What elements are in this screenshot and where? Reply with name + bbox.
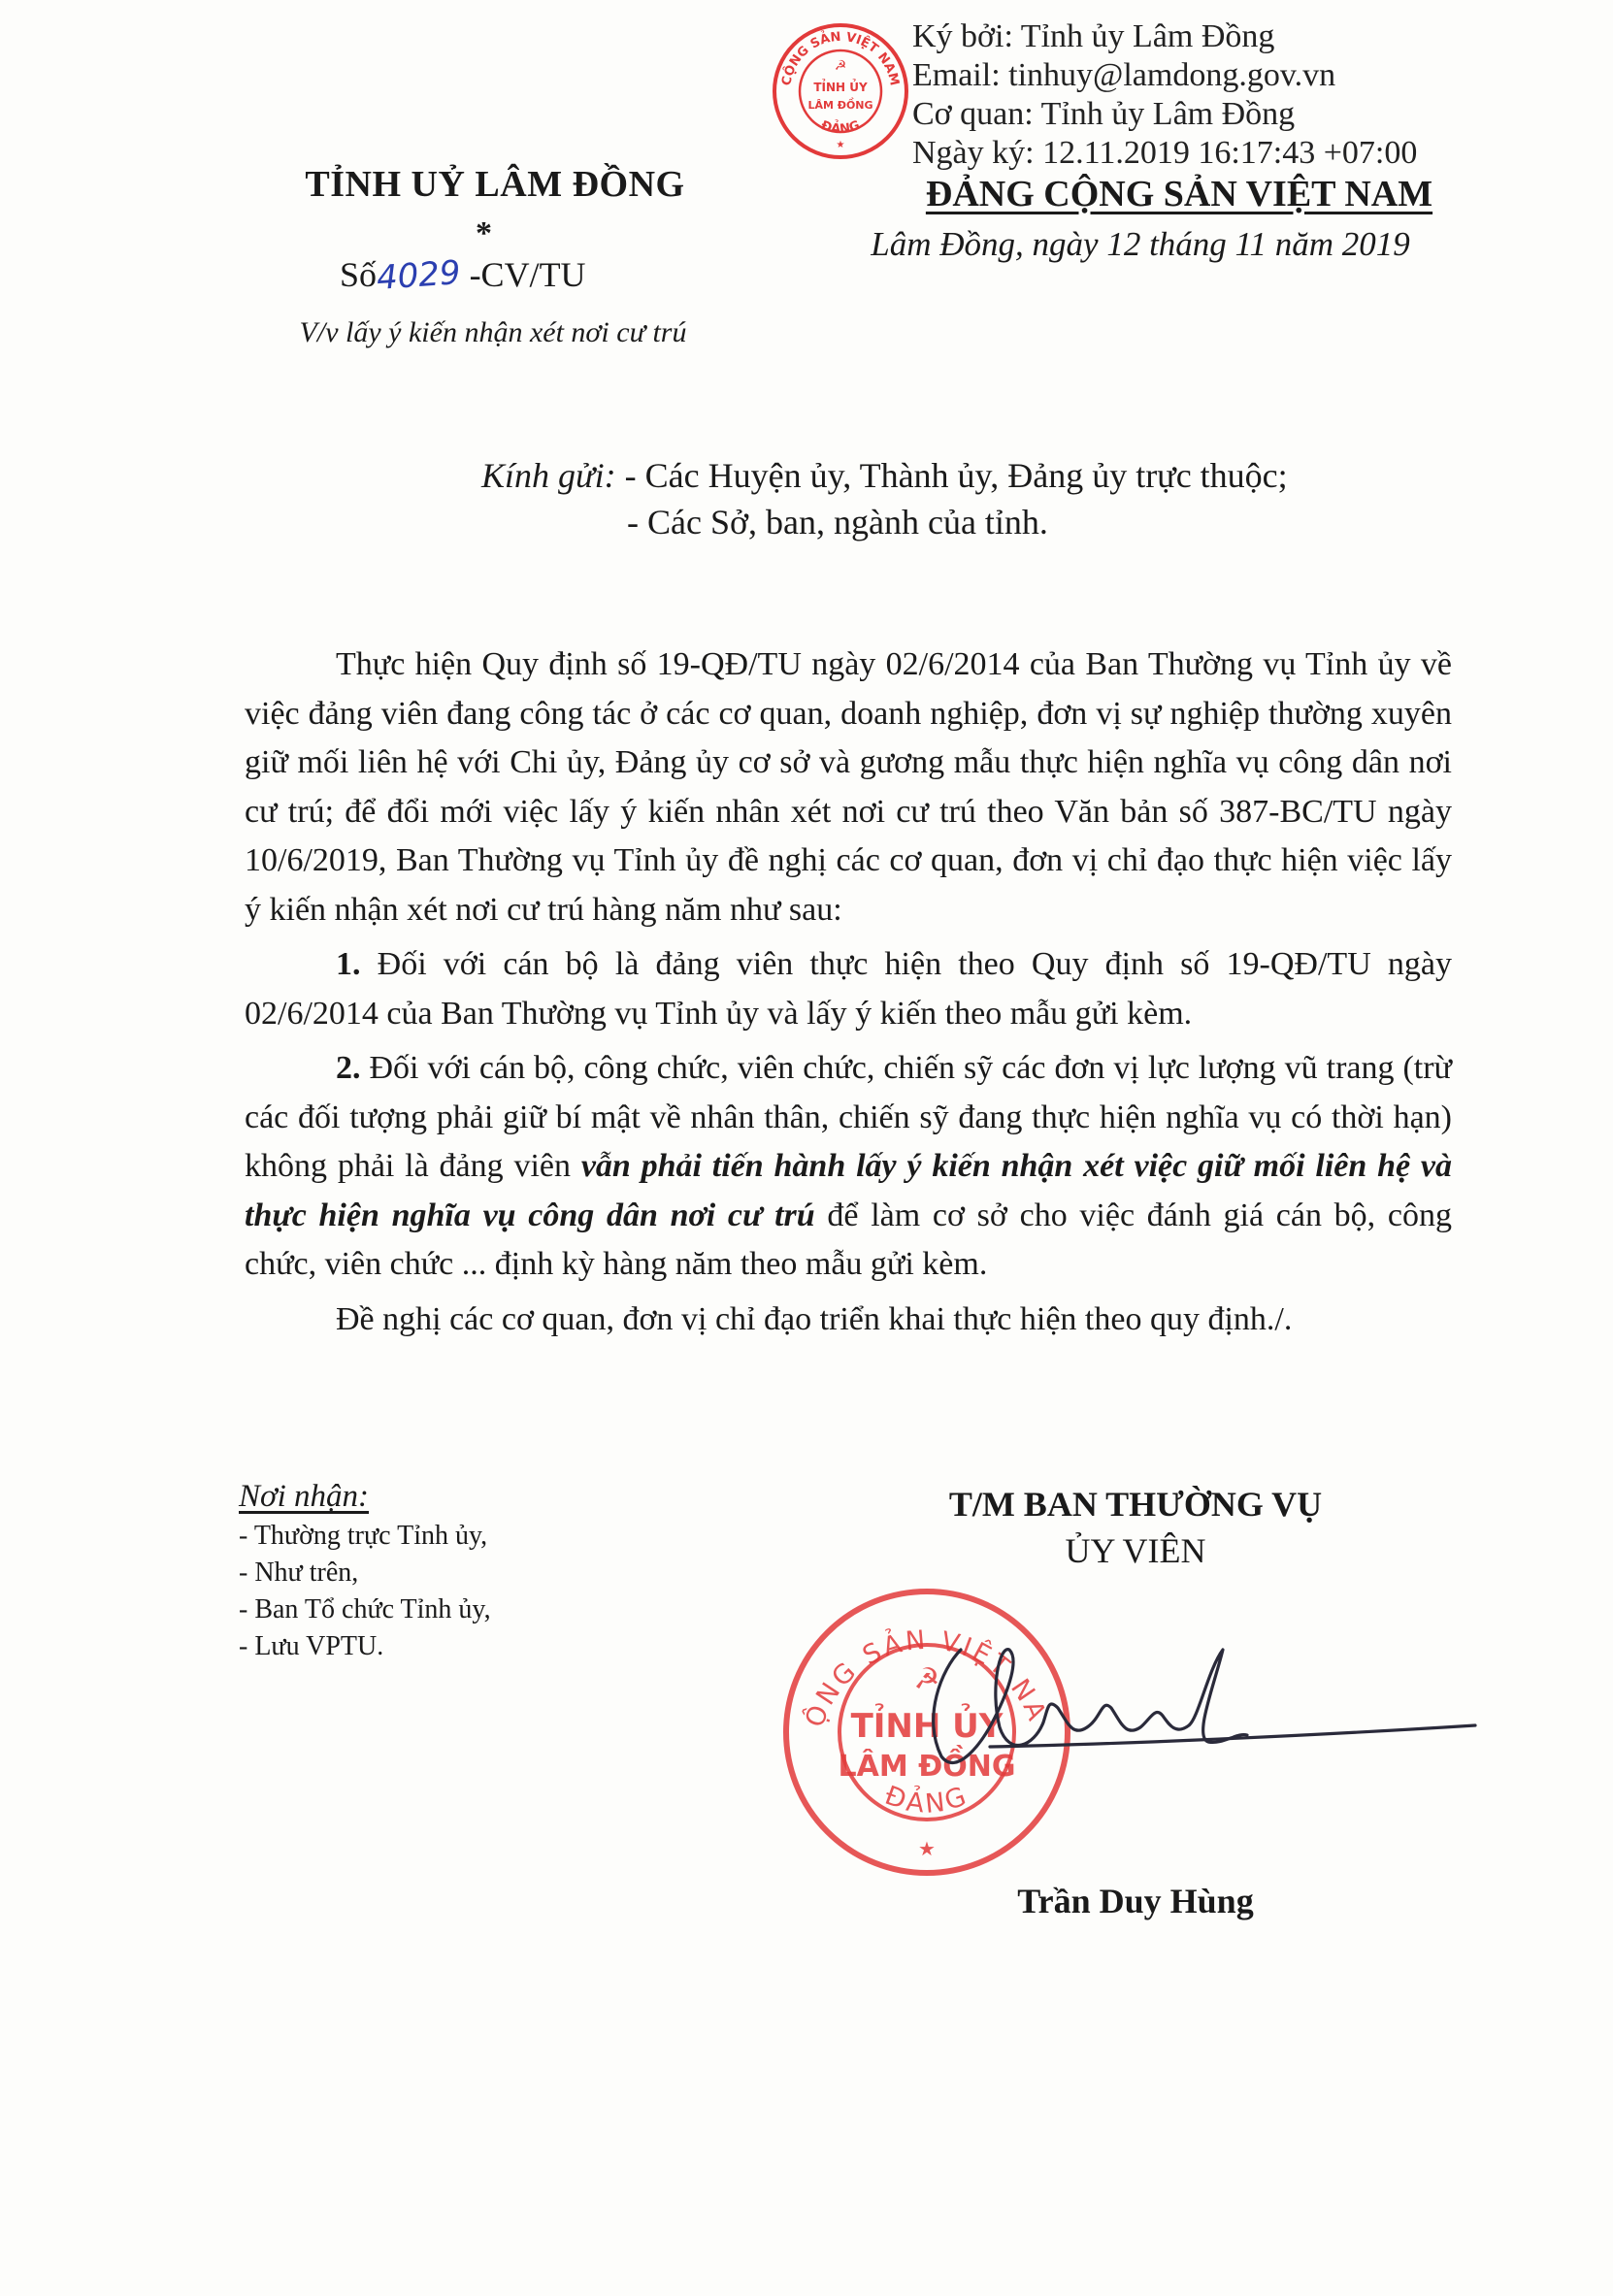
- signer-position: ỦY VIÊN: [1065, 1531, 1206, 1570]
- seal-center-1: TỈNH ỦY: [850, 1707, 1004, 1746]
- digital-signature-stamp: [769, 19, 912, 163]
- header-star: *: [476, 215, 492, 251]
- document-subject: V/v lấy ý kiến nhận xét nơi cư trú: [299, 316, 687, 348]
- distribution-item: - Ban Tổ chức Tỉnh ủy,: [239, 1594, 491, 1624]
- seal-bottom-text: ĐẢNG: [880, 1780, 973, 1820]
- body-paragraph-2: [245, 940, 1452, 1038]
- recipients: [481, 452, 1288, 545]
- digital-signature-info: [912, 17, 1417, 173]
- document-number: [340, 253, 586, 298]
- signer-email: Email: tinhuy@lamdong.gov.vn: [912, 57, 1336, 93]
- recipients-label: Kính gửi:: [481, 456, 616, 495]
- item-number-1: 1.: [336, 946, 361, 982]
- number-prefix: Số: [340, 255, 378, 294]
- body-paragraph-4: Đề nghị các cơ quan, đơn vị chỉ đạo triển khai thực hiện theo quy định./.: [336, 1300, 1293, 1337]
- signer-agency: Cơ quan: Tỉnh ủy Lâm Đồng: [912, 96, 1296, 132]
- place-date: Lâm Đồng, ngày 12 tháng 11 năm 2019: [871, 225, 1410, 263]
- item-2-emphasis: vẫn phải tiến hành lấy ý kiến nhận xét việc giữ mối liên hệ và thực hiện nghĩa vụ công dân nơi cư trú: [245, 1148, 1453, 1233]
- item-2-text-a: Đối với cán bộ, công chức, viên chức, chiến sỹ các đơn vị lực lượng vũ trang (trừ các đối tượng phải giữ bí mật về nhân thân, chiến sỹ đang thực hiện nghĩa vụ có thời hạn) không phải là đảng viên: [245, 1050, 1452, 1184]
- signed-by: Ký bởi: Tỉnh ủy Lâm Đồng: [912, 18, 1275, 54]
- svg-text:ĐẢNG: [819, 118, 862, 137]
- item-2-text-b: để làm cơ sở cho việc đánh giá cán bộ, công chức, viên chức ... định kỳ hàng năm theo mẫu gửi kèm.: [245, 1197, 1452, 1282]
- handwritten-signature: [903, 1630, 1485, 1795]
- hammer-sickle-icon: ☭: [913, 1662, 940, 1696]
- svg-text:☭: ☭: [834, 58, 847, 74]
- recipient-line-1: - Các Huyện ủy, Thành ủy, Đảng ủy trực thuộc;: [624, 456, 1288, 495]
- distribution-item: - Như trên,: [239, 1558, 359, 1588]
- recipient-line-2: - Các Sở, ban, ngành của tỉnh.: [627, 503, 1048, 541]
- stamp-small-center-1: TỈNH ỦY: [813, 81, 868, 94]
- stamp-small-center-2: LÂM ĐỒNG: [807, 99, 873, 112]
- seal-center-2: LÂM ĐỒNG: [838, 1750, 1016, 1784]
- body-paragraph-3: [245, 1044, 1452, 1290]
- organization-name: TỈNH UỶ LÂM ĐỒNG: [305, 164, 685, 205]
- handwritten-number: 4029: [375, 253, 462, 298]
- distribution-item: - Lưu VPTU.: [239, 1631, 384, 1661]
- stamp-small-bottom-text: ĐẢNG: [818, 118, 863, 138]
- signature-block: [873, 1481, 1398, 1574]
- signed-date: Ngày ký: 12.11.2019 16:17:43 +07:00: [912, 135, 1418, 171]
- body-paragraph-1: Thực hiện Quy định số 19-QĐ/TU ngày 02/6/2014 của Ban Thường vụ Tỉnh ủy về việc đảng viên đang công tác ở các cơ quan, doanh nghiệp, đơn vị sự nghiệp thường xuyên giữ mối liên hệ với Chi ủy, Đảng ủy cơ sở và gương mẫu thực hiện nghĩa vụ công dân nơi cư trú; để đổi mới việc lấy ý kiến nhân xét nơi cư trú theo Văn bản số 387-BC/TU ngày 10/6/2019, Ban Thường vụ Tỉnh ủy đề nghị các cơ quan, đơn vị chỉ đạo thực hiện việc lấy ý kiến nhận xét nơi cư trú hàng năm như sau:: [245, 646, 1452, 928]
- distribution-title: Nơi nhận:: [239, 1479, 370, 1514]
- number-suffix: -CV/TU: [469, 255, 586, 294]
- svg-text:★: ★: [836, 140, 845, 150]
- star-icon: ★: [918, 1837, 936, 1860]
- item-1-text: Đối với cán bộ là đảng viên thực hiện theo Quy định số 19-QĐ/TU ngày 02/6/2014 của Ban Thường vụ Tỉnh ủy và lấy ý kiến theo mẫu gửi kèm.: [245, 946, 1452, 1032]
- seal-top-text: ỘNG SẢN VIỆT NA: [799, 1624, 1053, 1732]
- distribution-item: - Thường trực Tỉnh ủy,: [239, 1521, 488, 1551]
- party-name: ĐẢNG CỘNG SẢN VIỆT NAM: [925, 174, 1433, 214]
- document-body: [245, 640, 1452, 1344]
- signer-name: Trần Duy Hùng: [1017, 1882, 1254, 1920]
- item-number-2: 2.: [336, 1050, 361, 1086]
- on-behalf-of: T/M BAN THƯỜNG VỤ: [948, 1485, 1323, 1524]
- distribution-list: [239, 1475, 491, 1665]
- stamp-small-top-text: CỘNG SẢN VIỆT NAM: [779, 29, 902, 87]
